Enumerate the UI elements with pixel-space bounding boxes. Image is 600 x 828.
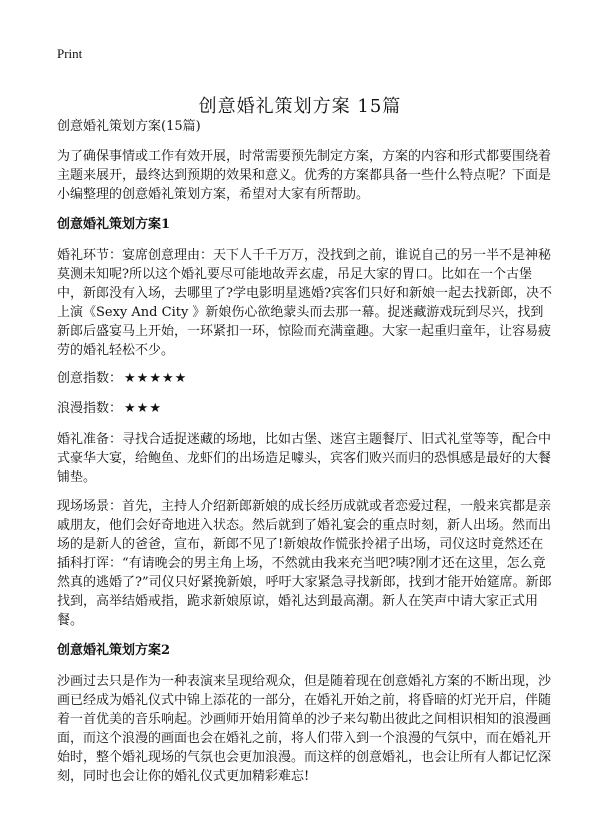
romance-rating-stars: ★★★ — [124, 401, 162, 416]
creativity-rating-label: 创意指数： — [57, 371, 123, 386]
section-1-paragraph-3: 现场场景：首先，主持人介绍新郎新娘的成长经历成就或者恋爱过程，一般来宾都是亲戚朋友，他们会好奇地进入状态。然后就到了婚礼宴会的重点时刻，新人出场。然而出场的是新人的爸爸，宣布，新郎不见了!新娘故作慌张拎裙子出场，司仪这时竟然还在插科打诨：“有请晚会的男主角上场，不然就由我来充当吧?咦?刚才还在这里，怎么竟然真的逃婚了?”司仪只好紧挽新娘，呼吁大家紧急寻找新郎，找到才能开始筵席。新郎找到，高举结婚戒指，跪求新娘原谅，婚礼达到最高潮。新人在笑声中请大家正式用餐。 — [57, 499, 552, 628]
section-1-paragraph-2: 婚礼准备：寻找合适捉迷藏的场地，比如古堡、迷宫主题餐厅、旧式礼堂等等，配合中式豪华大宴，给鲍鱼、龙虾们的出场造足噱头，宾客们败兴而归的恐惧感是最好的大餐铺垫。 — [57, 432, 552, 485]
romance-rating-label: 浪漫指数： — [57, 401, 123, 416]
intro-paragraph: 为了确保事情或工作有效开展，时常需要预先制定方案，方案的内容和形式都要围绕着主题来展开，最终达到预期的效果和意义。优秀的方案都具备一些什么特点呢？下面是小编整理的创意婚礼策划方案，希望对大家有所帮助。 — [57, 149, 552, 202]
creativity-rating-stars: ★★★★★ — [124, 371, 188, 386]
section-2-heading: 创意婚礼策划方案2 — [57, 643, 171, 658]
romance-rating — [57, 400, 553, 418]
document-body — [57, 118, 553, 796]
creativity-rating — [57, 370, 553, 388]
document-subtitle: 创意婚礼策划方案(15篇) — [57, 119, 201, 134]
section-1-paragraph-1: 婚礼环节：宴席创意理由：天下人千千万万，没找到之前，谁说自己的另一半不是神秘莫测未知呢?所以这个婚礼要尽可能地故弄玄虚，吊足大家的胃口。比如在一个古堡中，新郎没有入场，去哪里了?学电影明星逃婚?宾客们只好和新娘一起去找新郎，决不上演《Sexy And City 》新娘伤心欲绝蒙头而去那一幕。捉迷藏游戏玩到尽兴，找到新郎后盛宴马上开始，一环紧扣一环，惊险而充满童趣。大家一起重归童年，让容易疲劳的婚礼轻松不少。 — [57, 248, 552, 358]
print-link[interactable]: Print — [57, 46, 83, 61]
section-1-heading: 创意婚礼策划方案1 — [57, 217, 171, 232]
page-title: 创意婚礼策划方案 15篇 — [198, 96, 402, 118]
section-2-paragraph-1: 沙画过去只是作为一种表演来呈现给观众，但是随着现在创意婚礼方案的不断出现，沙画已经成为婚礼仪式中锦上添花的一部分，在婚礼开始之前，将昏暗的灯光开启，伴随着一首优美的音乐响起。沙画师开始用简单的沙子来勾勒出彼此之间相识相知的浪漫画面，而这个浪漫的画面也会在婚礼之前，将人们带入到一个浪漫的气氛中，而在婚礼开始时，整个婚礼现场的气氛也会更加浪漫。而这样的创意婚礼，也会让所有人都记忆深刻，同时也会让你的婚礼仪式更加精彩难忘! — [57, 674, 552, 784]
